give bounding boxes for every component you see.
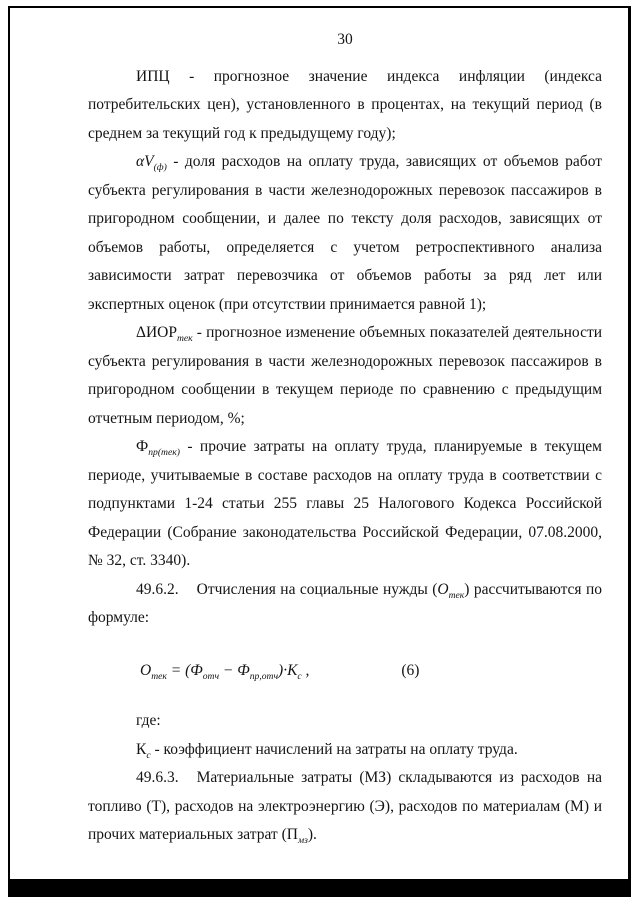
term-subscript: мз — [297, 835, 308, 847]
formula-subscript: с — [297, 670, 302, 682]
term-o-tek — [437, 580, 465, 601]
paragraph-text: - доля расходов на оплату труда, зависящих от объемов работ субъекта регулирования в части железнодорожных перевозок пассажиров в пригородном сообщении, и далее по тексту доля расходов, зависящих от объемов работы, определяется с учетом ретроспективного анализа зависимости затрат перевозчика от объемов работы за ряд лет или экспертных оценок (при отсутствии принимается равной 1); — [88, 153, 603, 313]
term-subscript: тек — [176, 333, 193, 345]
formula-operator: = (Ф — [166, 661, 203, 679]
formula-comma: , — [301, 661, 310, 679]
term-subscript: тек — [448, 589, 465, 601]
paragraph-text: ). — [307, 826, 317, 843]
term-main: Ф — [136, 438, 149, 455]
term-subscript: с — [146, 749, 151, 761]
paragraph-ior-definition — [88, 319, 602, 433]
paragraph-49-6-2 — [88, 576, 602, 633]
term-p-mz — [286, 826, 308, 847]
paragraph-text: - коэффициент начислений на затраты на оплату труда. — [154, 740, 518, 758]
paragraph-text: - прогнозное изменение объемных показателей деятельности субъекта регулирования в части железнодорожных перевозок пассажиров в пригородном сообщении в текущем периоде по сравнению с предыдущим отчетным периодом, %; — [88, 324, 603, 427]
section-number: 49.6.3. — [136, 769, 179, 786]
paragraph-text: - прогнозное значение индекса инфляции (индекса потребительских цен), установленного в процентах, на текущий период (в среднем за текущий год к предыдущему году); — [88, 67, 603, 142]
formula-lhs: О — [140, 661, 152, 679]
formula-operator: − Ф — [219, 661, 250, 679]
paragraph-text: - прочие затраты на оплату труда, планируемые в текущем периоде, учитываемые в составе расходов на оплату труда в соответствии с подпунктами 1-24 статьи 255 главы 25 Налогового Кодекса Российской Федерации (Собрание законодательства Российской Федерации, 07.08.2000, № 32, ст. 3340). — [88, 438, 602, 569]
term-main: К — [136, 740, 147, 758]
scan-edge-bottom — [9, 879, 629, 895]
term-ipc: ИПЦ — [136, 67, 170, 85]
term-f-pr-tek — [136, 438, 180, 459]
formula-subscript: отч — [202, 670, 220, 682]
paragraph-ipc-definition — [88, 63, 602, 149]
term-main: О — [437, 580, 449, 598]
paragraph-f-definition — [88, 433, 602, 576]
page-number: 30 — [337, 31, 353, 48]
term-subscript: пр(тек) — [148, 447, 180, 459]
term-subscript: (ф) — [153, 162, 167, 174]
document-body — [88, 26, 602, 850]
formula-row — [88, 657, 602, 686]
where-label: где: — [136, 712, 161, 729]
formula-subscript: тек — [151, 670, 167, 682]
term-main: ΔИОР — [136, 324, 177, 341]
formula-number: (6) — [401, 661, 420, 679]
formula-social-contributions — [140, 657, 309, 686]
term-alpha-v — [136, 153, 167, 174]
paragraph-text: Материальные затраты (МЗ) складываются из расходов на топливо (Т), расходов на электроэнергию (Э), расходов по материалам (М) и прочих материальных затрат ( — [88, 769, 602, 843]
paragraph-text: ) рассчитываются по формуле: — [88, 580, 602, 626]
paragraph-alpha-v-definition — [88, 148, 602, 319]
paragraph-49-6-3 — [88, 764, 602, 850]
term-main: αV — [136, 153, 154, 170]
scanned-page — [8, 6, 631, 897]
term-delta-ior — [136, 324, 193, 345]
paragraph-text: Отчисления на социальные нужды ( — [196, 580, 438, 598]
section-number: 49.6.2. — [136, 580, 179, 598]
term-main: П — [286, 826, 298, 843]
formula-operator: )·К — [278, 661, 298, 679]
term-ks — [136, 740, 151, 761]
paragraph-ks-definition — [88, 736, 602, 765]
formula-subscript: пр,отч — [249, 670, 279, 682]
